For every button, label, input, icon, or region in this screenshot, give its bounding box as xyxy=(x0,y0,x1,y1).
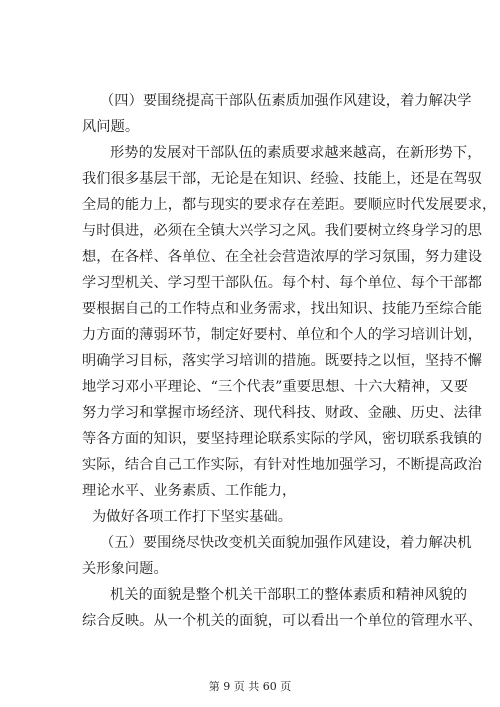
page-number-footer: 第 9 页 共 60 页 xyxy=(208,680,292,693)
paragraph-line: 全局的能力上，都与现实的要求存在差距。要顺应时代发展要求， xyxy=(82,197,497,213)
paragraph-line: 为做好各项工作打下坚实基础。 xyxy=(92,509,293,525)
paragraph-line: 地学习邓小平理论、“三个代表”重要思想、十六大精神，又要 xyxy=(82,379,469,395)
paragraph-line: 想，在各样、各单位、在全社会营造浓厚的学习氛围，努力建设 xyxy=(82,249,483,265)
paragraph-line: 机关的面貌是整个机关干部职工的整体素质和精神风貌的 xyxy=(110,587,468,603)
paragraph-line: 形势的发展对干部队伍的素质要求越来越高，在新形势下， xyxy=(110,145,482,161)
paragraph-line: 明确学习目标，落实学习培训的措施。既要持之以恒，坚持不懈 xyxy=(82,353,483,369)
paragraph-line: 理论水平、业务素质、工作能力， xyxy=(82,483,297,499)
section-heading-4-line-1: （四）要围绕提高干部队伍素质加强作风建设，着力解决学 xyxy=(100,93,472,109)
section-heading-4-line-2: 风问题。 xyxy=(82,119,140,135)
paragraph-line: 实际，结合自己工作实际，有针对性地加强学习，不断提高政治 xyxy=(82,457,483,473)
paragraph-line: 要根据自己的工作特点和业务需求，找出知识、技能乃至综合能 xyxy=(82,301,483,317)
paragraph-line: 力方面的薄弱环节，制定好要村、单位和个人的学习培训计划， xyxy=(82,327,483,343)
section-heading-5-line-1: （五）要围绕尽快改变机关面貌加强作风建设，着力解决机 xyxy=(100,535,472,551)
paragraph-line: 学习型机关、学习型干部队伍。每个村、每个单位、每个干部都 xyxy=(82,275,483,291)
paragraph-line: 与时俱进，必须在全镇大兴学习之风。我们要树立终身学习的思 xyxy=(82,223,483,239)
paragraph-line: 等各方面的知识，要坚持理论联系实际的学风，密切联系我镇的 xyxy=(82,431,483,447)
section-heading-5-line-2: 关形象问题。 xyxy=(82,561,168,577)
paragraph-line: 综合反映。从一个机关的面貌，可以看出一个单位的管理水平、 xyxy=(82,613,483,629)
paragraph-line: 我们很多基层干部，无论是在知识、经验、技能上，还是在驾驭 xyxy=(82,171,483,187)
paragraph-line: 努力学习和掌握市场经济、现代科技、财政、金融、历史、法律 xyxy=(82,405,483,421)
